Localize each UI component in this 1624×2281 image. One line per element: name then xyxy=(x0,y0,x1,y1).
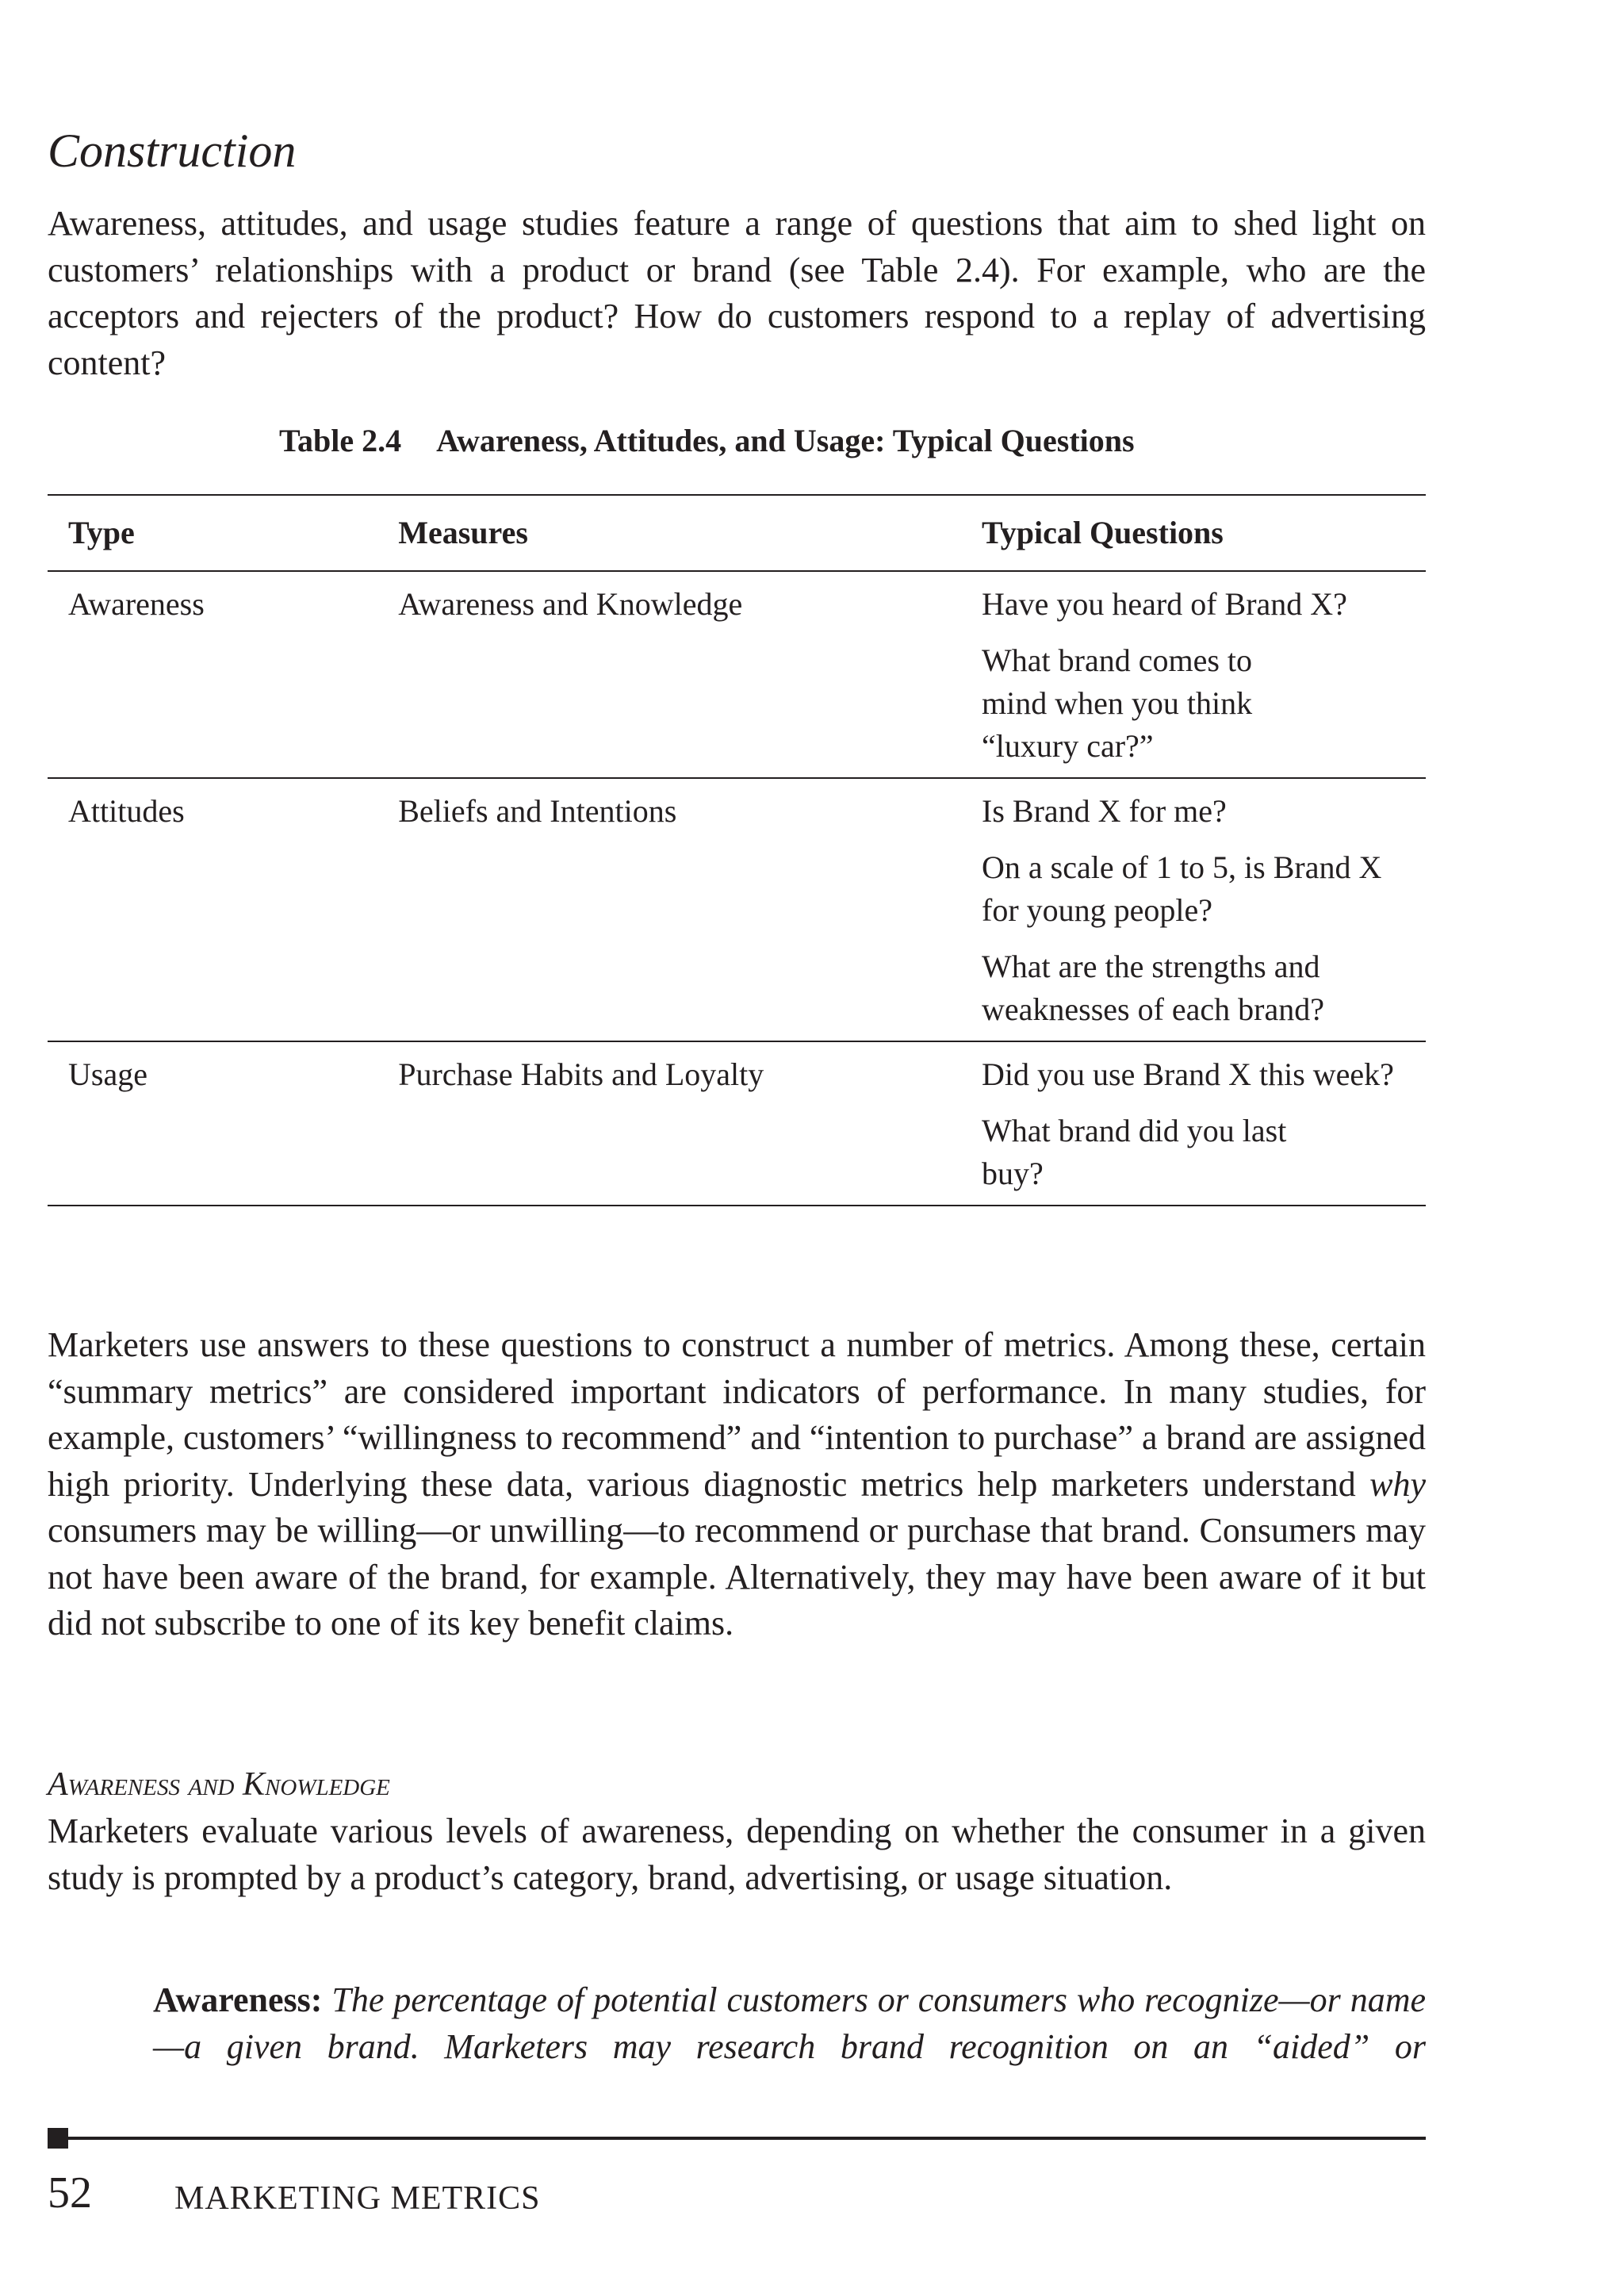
table-header-row xyxy=(48,495,1426,571)
cell-measures: Awareness and Knowledge xyxy=(377,571,961,778)
cell-type: Attitudes xyxy=(48,778,377,1041)
header-type: Type xyxy=(48,495,377,571)
footer-rule xyxy=(48,2137,1426,2140)
typical-questions-table xyxy=(48,494,1426,1206)
metrics-emphasis: why xyxy=(1369,1464,1426,1504)
question: On a scale of 1 to 5, is Brand X for young people? xyxy=(982,849,1382,928)
intro-paragraph: Awareness, attitudes, and usage studies feature a range of questions that aim to shed light on customers’ relationships with a product or brand (see Table 2.4). For example, who are the acceptors and rejecters of the product? How do customers respond to a replay of advertising content? xyxy=(48,204,1426,382)
table-row xyxy=(48,1041,1426,1206)
cell-measures: Purchase Habits and Loyalty xyxy=(377,1041,961,1206)
cell-type: Usage xyxy=(48,1041,377,1206)
metrics-text-before: Marketers use answers to these questions to construct a number of metrics. Among these, certain “summary metrics” are considered important indicators of performance. In many studies, for example, customers’ “willingness to recommend” and “intention to purchase” a brand are assigned high priority. Underlying these data, various diagnostic metrics help marketers understand xyxy=(48,1325,1426,1504)
question: What brand comes to mind when you think “luxury car?” xyxy=(982,642,1253,764)
section-heading: Construction xyxy=(48,125,297,177)
question: What brand did you last buy? xyxy=(982,1113,1287,1191)
page-number: 52 xyxy=(48,2168,92,2218)
table-caption-number: Table 2.4 xyxy=(279,423,402,458)
awareness-paragraph: Marketers evaluate various levels of awareness, depending on whether the consumer in a given study is prompted by a product’s category, brand, advertising, or usage situation. xyxy=(48,1811,1426,1897)
table-caption xyxy=(279,420,1135,462)
metrics-text-after: consumers may be willing—or unwilling—to recommend or purchase that brand. Consumers may not have been aware of the brand, for example. Alternatively, they may have been aware of it but did not subscribe to one of its key benefit claims. xyxy=(48,1511,1426,1643)
definition-text: The percentage of potential customers or consumers who recognize—or name—a given brand. Marketers may research brand recognition on an “aided” or xyxy=(153,1980,1427,2066)
metrics-paragraph xyxy=(48,1322,1426,1647)
header-typical-questions: Typical Questions xyxy=(961,495,1426,571)
header-measures: Measures xyxy=(377,495,961,571)
awareness-definition xyxy=(153,1977,1426,2070)
running-title: MARKETING METRICS xyxy=(174,2180,541,2217)
cell-questions xyxy=(961,778,1426,1041)
subsection-heading: Awareness and Knowledge xyxy=(48,1766,390,1803)
table-row xyxy=(48,571,1426,778)
cell-type: Awareness xyxy=(48,571,377,778)
table-caption-title: Awareness, Attitudes, and Usage: Typical Questions xyxy=(436,423,1135,458)
question: Did you use Brand X this week? xyxy=(982,1056,1394,1092)
question: What are the strengths and weaknesses of each brand? xyxy=(982,949,1325,1027)
cell-questions xyxy=(961,1041,1426,1206)
definition-term: Awareness: xyxy=(153,1980,323,2019)
table-row xyxy=(48,778,1426,1041)
cell-measures: Beliefs and Intentions xyxy=(377,778,961,1041)
cell-questions xyxy=(961,571,1426,778)
question: Is Brand X for me? xyxy=(982,793,1227,829)
question: Have you heard of Brand X? xyxy=(982,586,1347,622)
